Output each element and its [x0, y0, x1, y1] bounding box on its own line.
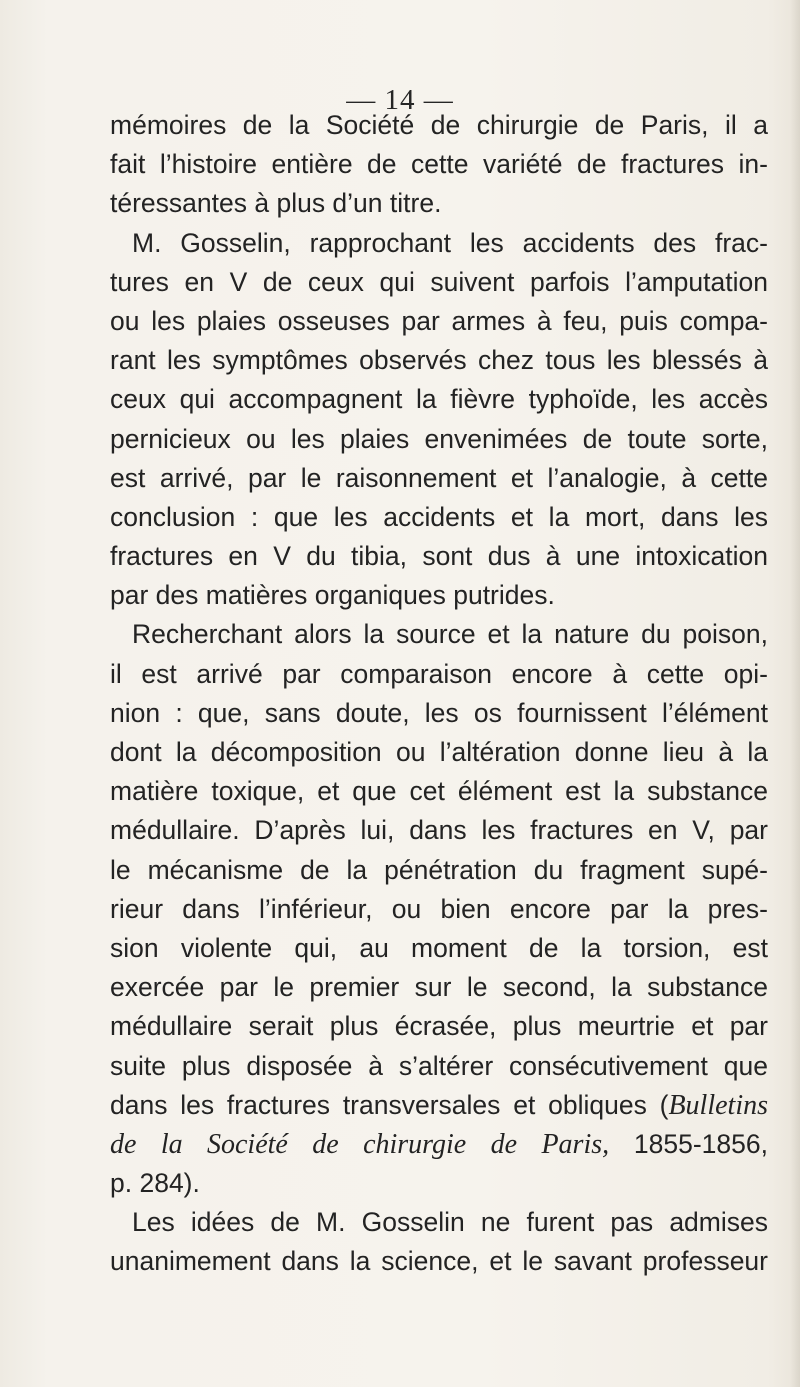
- text-line: matière toxique, et que cet élément est la substance: [110, 776, 768, 807]
- paragraph-start-line: Recherchant alors la source et la nature du poison,: [132, 619, 768, 650]
- text-line: rant les symptômes observés chez tous les blessés à: [110, 345, 768, 376]
- text-line: le mécanisme de la pénétration du fragment supé-: [110, 854, 768, 885]
- body-text: [110, 106, 768, 1282]
- text-line: fait l’histoire entière de cette variété de fractures in-: [110, 149, 768, 180]
- text-line: mémoires de la Société de chirurgie de Paris, il a: [110, 110, 768, 140]
- text-line: suite plus disposée à s’altérer consécutivement que: [110, 1050, 768, 1081]
- text-line: exercée par le premier sur le second, la substance: [110, 972, 768, 1003]
- text-line: sion violente qui, au moment de la torsion, est: [110, 932, 768, 963]
- citation-title-italic: de la Société de chirurgie de Paris,: [110, 1128, 610, 1160]
- paragraph-start-line: Les idées de M. Gosselin ne furent pas admises: [132, 1207, 768, 1238]
- text-line: conclusion : que les accidents et la mort, dans les: [110, 501, 768, 532]
- text-line: ceux qui accompagnent la fièvre typhoïde, les accès: [110, 384, 768, 415]
- text-line: ou les plaies osseuses par armes à feu, puis compa-: [110, 305, 768, 336]
- text-line: de la Société de chirurgie de Paris, 1855-1856,: [110, 1128, 768, 1160]
- text-line: il est arrivé par comparaison encore à cette opi-: [110, 658, 768, 689]
- citation-title-italic: Bulletins: [668, 1089, 768, 1121]
- text-line: dans les fractures transversales et obliques (Bulletins: [110, 1089, 768, 1121]
- text-line: fractures en V du tibia, sont dus à une intoxication: [110, 541, 768, 572]
- text-line: dont la décomposition ou l’altération donne lieu à la: [110, 737, 768, 767]
- text-line: téressantes à plus d’un titre.: [110, 188, 442, 219]
- text-line: médullaire. D’après lui, dans les fractures en V, par: [110, 815, 768, 846]
- text-line: est arrivé, par le raisonnement et l’analogie, à cette: [110, 462, 768, 493]
- paragraph-start-line: M. Gosselin, rapprochant les accidents des frac-: [132, 227, 768, 258]
- text-line: pernicieux ou les plaies envenimées de toute sorte,: [110, 423, 768, 454]
- page-number: — 14 —: [346, 84, 454, 116]
- text-line: unanimement dans la science, et le savant professeur: [110, 1246, 768, 1277]
- text-line: rieur dans l’inférieur, ou bien encore par la pres-: [110, 893, 768, 924]
- text-line: par des matières organiques putrides.: [110, 580, 555, 611]
- text-line: nion : que, sans doute, les os fournissent l’élément: [110, 697, 768, 728]
- text-line: tures en V de ceux qui suivent parfois l’amputation: [110, 266, 768, 297]
- text-line: p. 284).: [110, 1168, 200, 1199]
- text-line: médullaire serait plus écrasée, plus meurtrie et par: [110, 1011, 768, 1042]
- page-edge-shadow: [790, 0, 800, 1387]
